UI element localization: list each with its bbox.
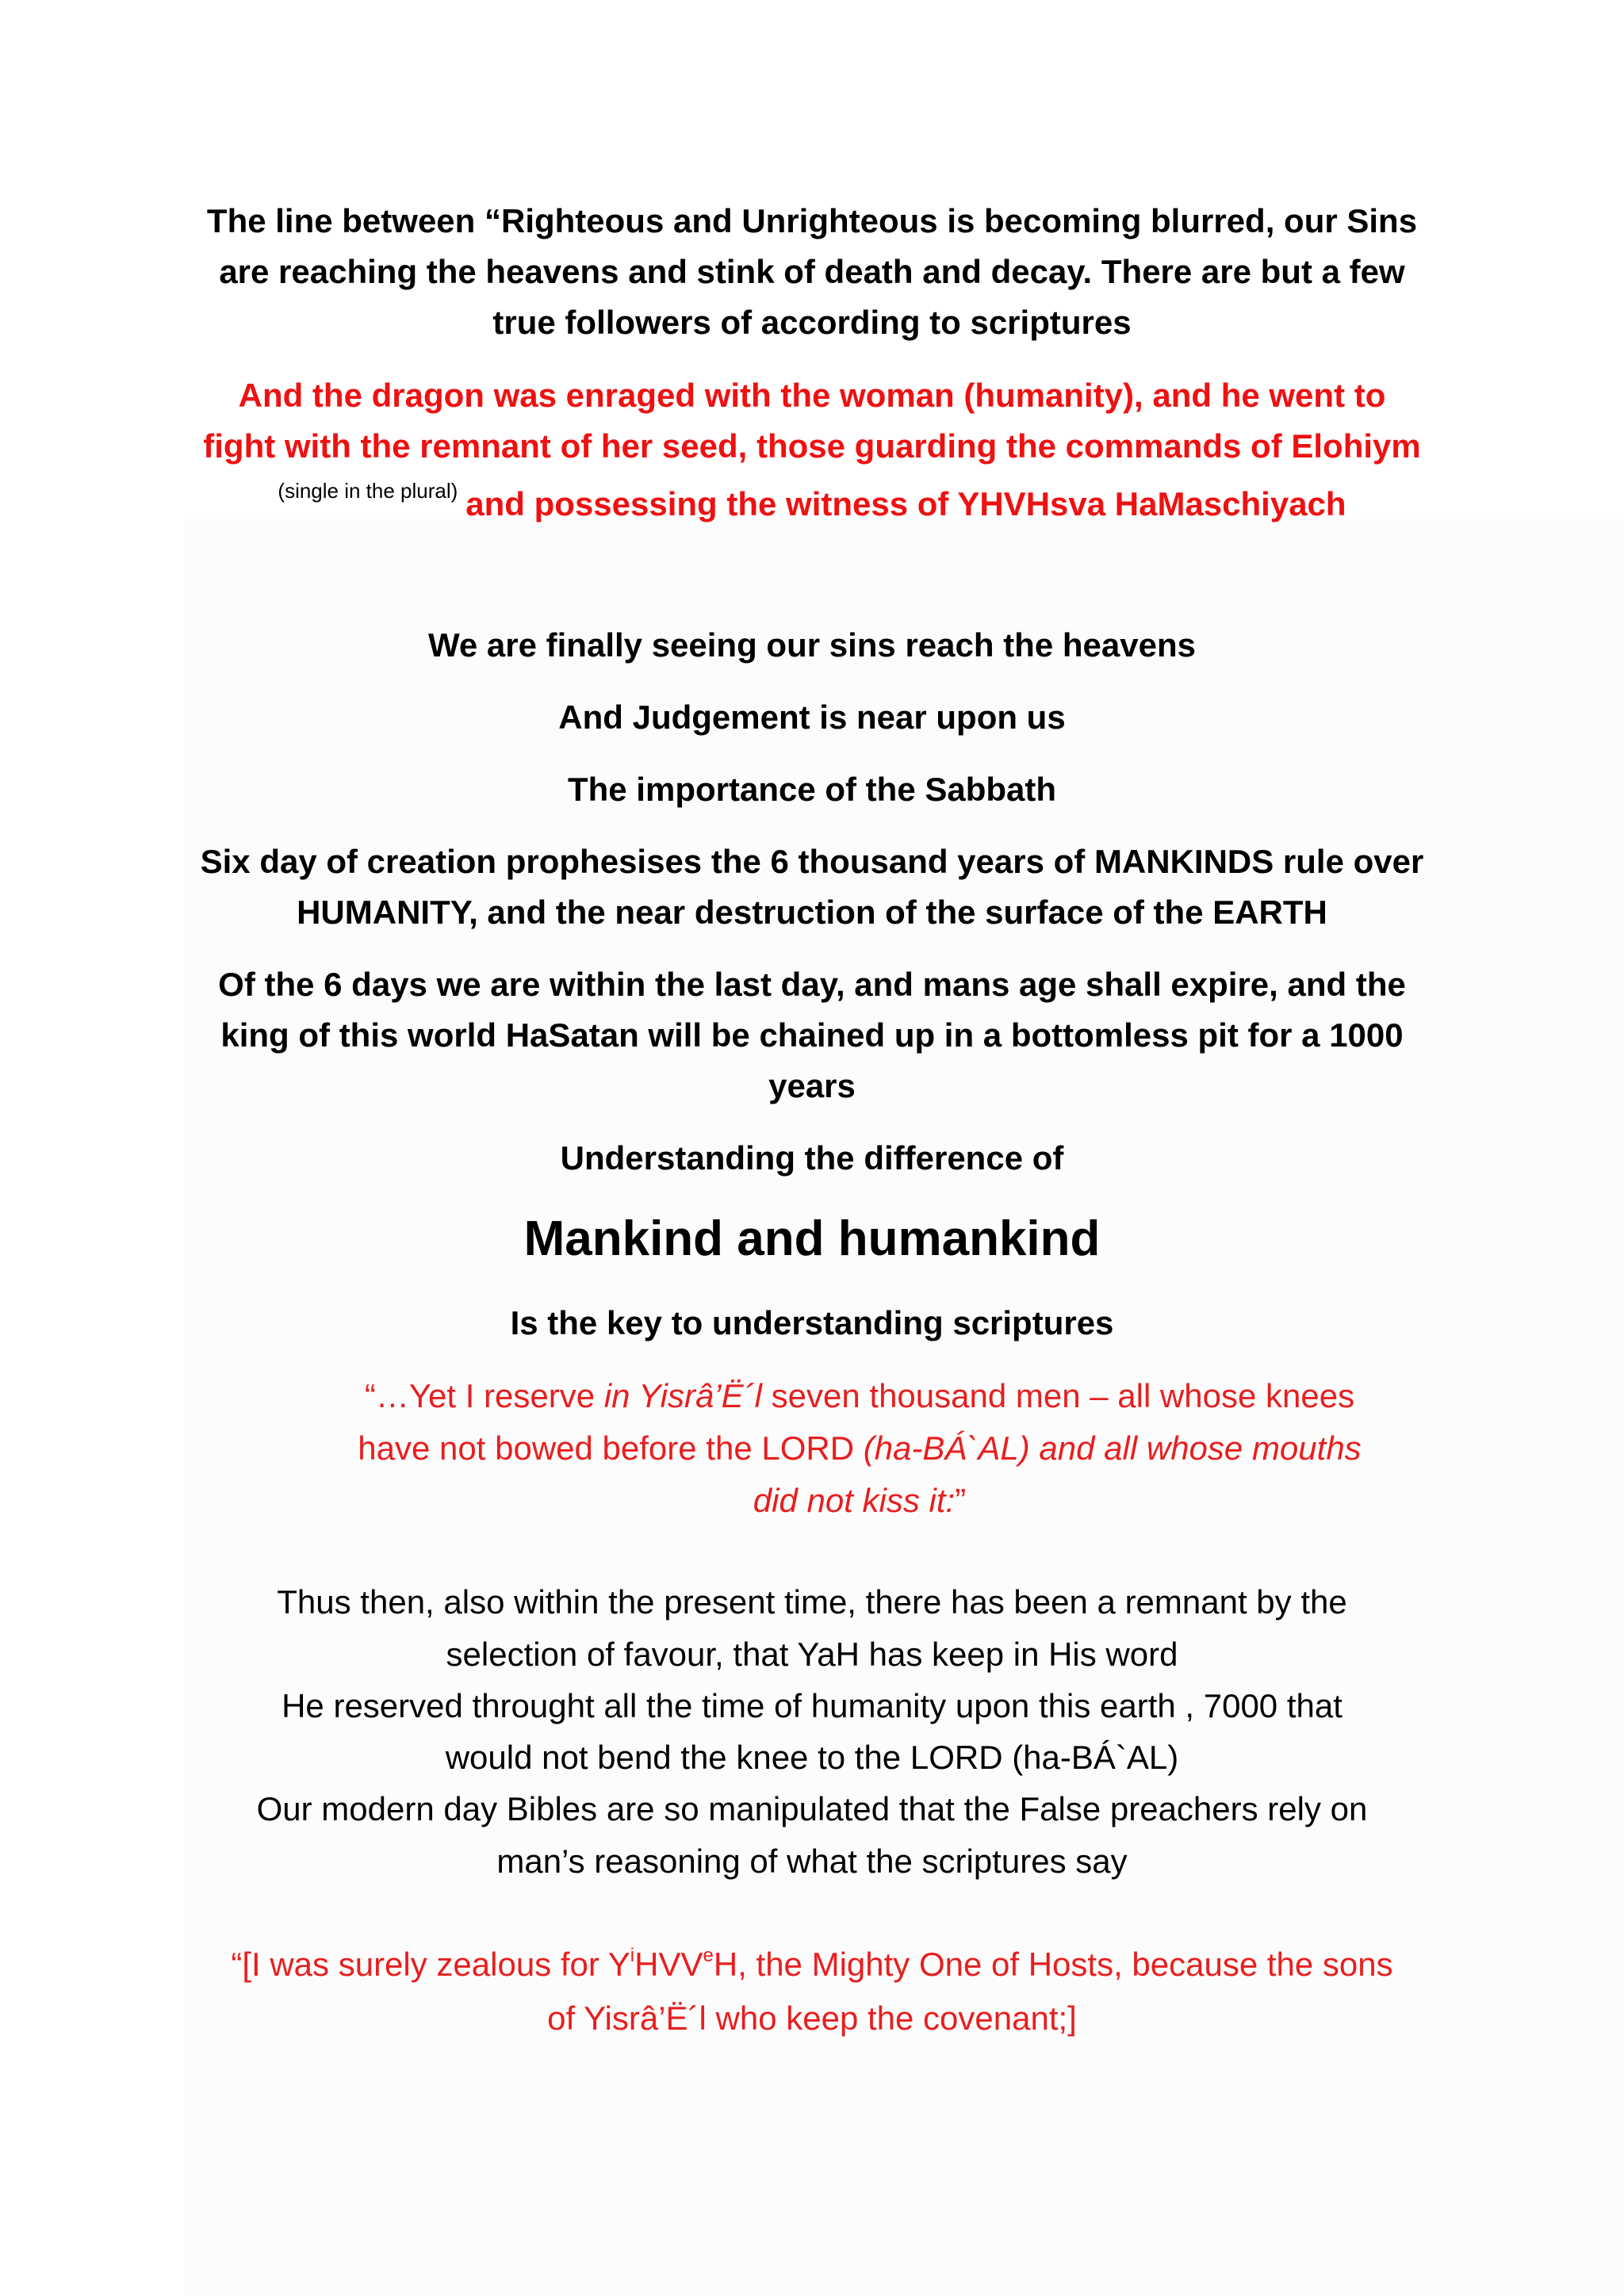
quote3-l1c: H, the Mighty One of Hosts, because the sons	[713, 1946, 1393, 1983]
quote2-l3a: did not kiss it:	[753, 1482, 956, 1519]
statement-3: The importance of the Sabbath	[567, 771, 1057, 808]
statement-2: And Judgement is near upon us	[558, 698, 1066, 736]
body-line-5: Our modern day Bibles are so manipulated that the False preachers rely on	[256, 1790, 1368, 1827]
intro-line-1: The line between “Righteous and Unrighteous is becoming blurred, our Sins	[206, 202, 1418, 239]
key-line: Is the key to understanding scriptures	[510, 1304, 1114, 1341]
quote2-l1b: in Yisrâ’Ë´l	[603, 1377, 762, 1414]
quote1-line-3	[0, 480, 1624, 521]
statement-4a: Six day of creation prophesises the 6 thousand years of MANKINDS rule over	[200, 843, 1424, 880]
intro-line-2: are reaching the heavens and stink of death and decay. There are but a few	[219, 253, 1405, 290]
quote3-line-2: of Yisrâ’Ë´l who keep the covenant;]	[547, 1999, 1077, 2037]
quote1-line-2: fight with the remnant of her seed, those guarding the commands of Elohiym	[203, 427, 1421, 465]
quote2-l3b: ”	[955, 1482, 967, 1519]
quote2-l2a: have not bowed before the LORD	[358, 1429, 864, 1467]
statement-1: We are finally seeing our sins reach the heavens	[428, 626, 1196, 664]
quote1-line-3-text: and possessing the witness of YHVHsva HaMaschiyach	[465, 485, 1346, 522]
body-line-4: would not bend the knee to the LORD (ha-BÁ`AL)	[445, 1739, 1179, 1776]
quote3-line-1	[0, 1945, 1624, 1983]
page-heading: Mankind and humankind	[523, 1211, 1101, 1266]
quote1-note: (single in the plural)	[278, 479, 458, 503]
quote1-line-1: And the dragon was enraged with the woman (humanity), and he went to	[238, 377, 1386, 414]
statement-5c: years	[768, 1067, 856, 1104]
body-line-6: man’s reasoning of what the scriptures say	[496, 1843, 1128, 1880]
quote2-l2b: (ha-BÁ`AL) and all whose mouths	[863, 1429, 1362, 1467]
statement-4b: HUMANITY, and the near destruction of the surface of the EARTH	[297, 894, 1327, 931]
quote3-sup2: e	[703, 1945, 714, 1966]
quote2-l1c: seven thousand men – all whose knees	[761, 1377, 1355, 1414]
quote2-line-1	[48, 1377, 1624, 1414]
statement-5a: Of the 6 days we are within the last day, and mans age shall expire, and the	[218, 966, 1406, 1003]
quote3-l1b: HVV	[634, 1946, 703, 1983]
intro-line-3: true followers of according to scriptures	[492, 304, 1132, 341]
body-line-3: He reserved throught all the time of humanity upon this earth , 7000 that	[282, 1687, 1342, 1724]
quote2-l1a: “…Yet I reserve	[364, 1377, 604, 1414]
statement-5b: king of this world HaSatan will be chained up in a bottomless pit for a 1000	[220, 1016, 1404, 1054]
body-line-2: selection of favour, that YaH has keep in His word	[446, 1636, 1178, 1673]
quote3-l1a: “[I was surely zealous for Y	[231, 1946, 630, 1983]
quote3-sup1: i	[630, 1945, 635, 1966]
quote2-line-2	[48, 1429, 1624, 1467]
statement-6: Understanding the difference of	[560, 1139, 1064, 1177]
body-line-1: Thus then, also within the present time, there has been a remnant by the	[277, 1583, 1347, 1621]
quote2-line-3	[48, 1484, 1624, 1517]
